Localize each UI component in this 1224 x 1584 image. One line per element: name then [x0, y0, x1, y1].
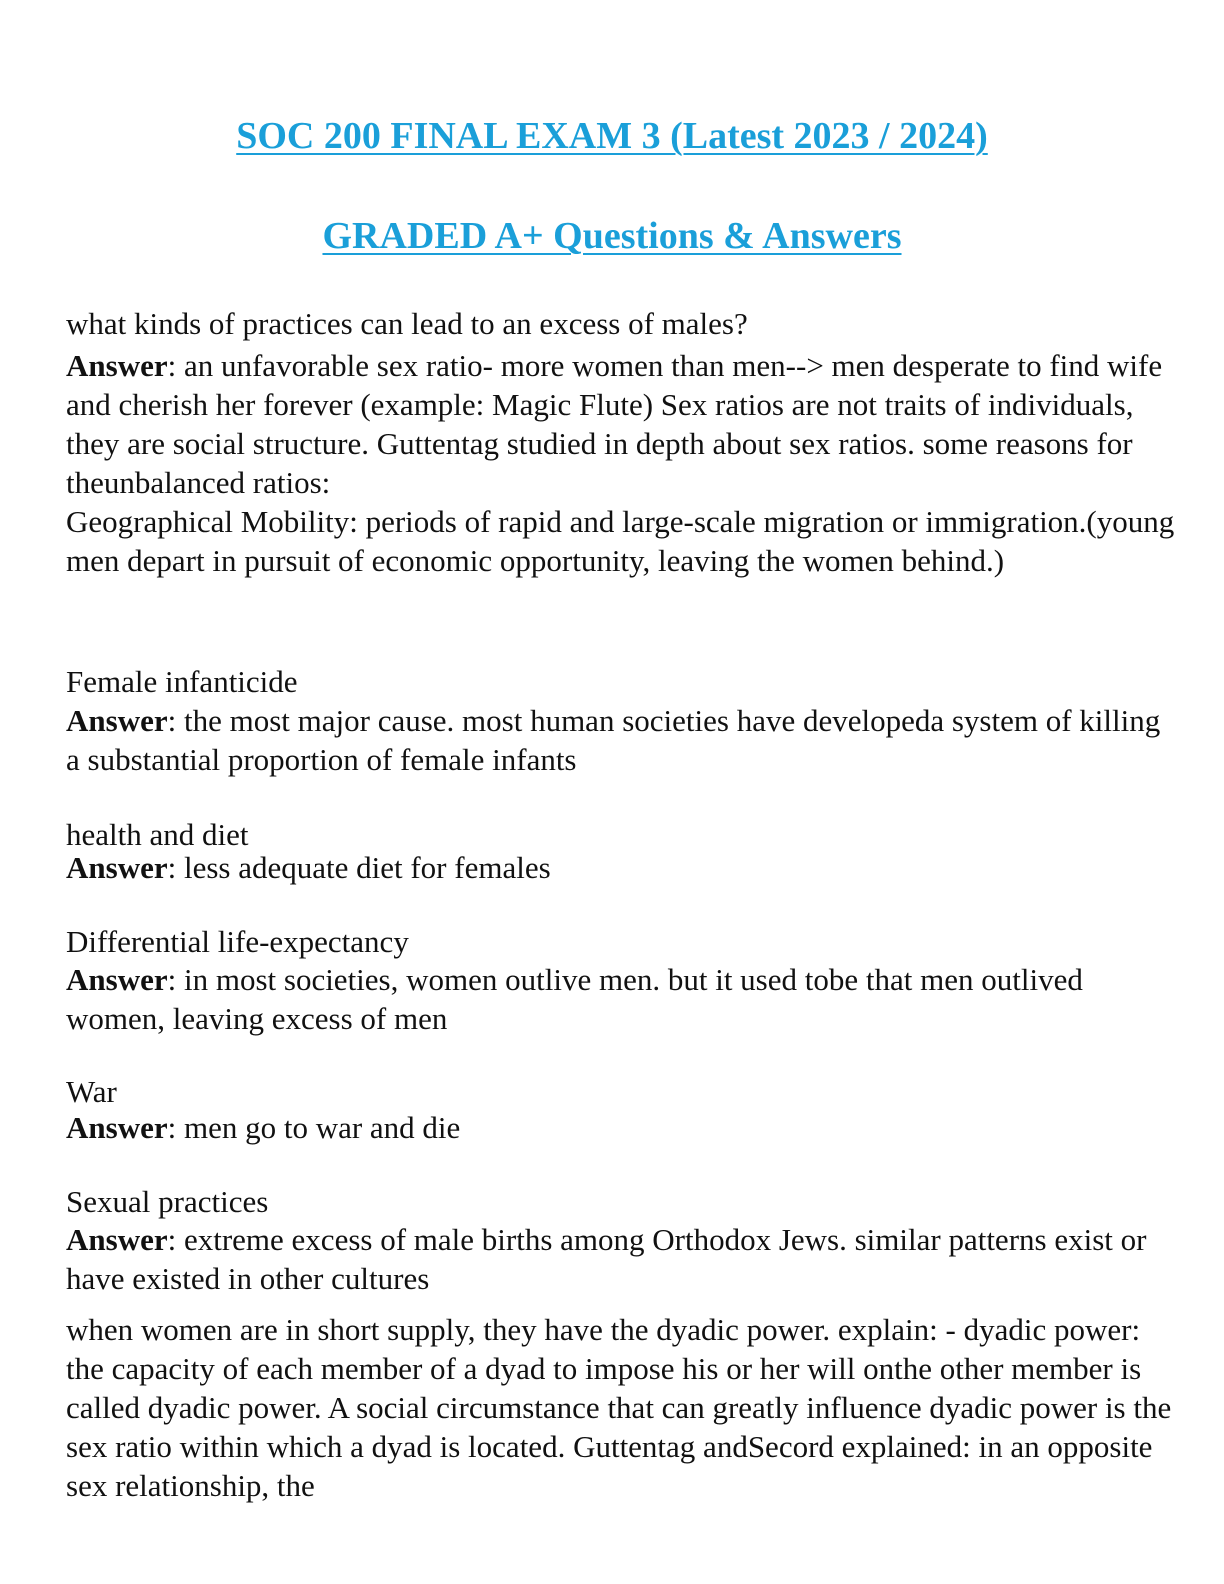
answer-label: Answer [66, 348, 168, 383]
answer-text-extra: Geographical Mobility: periods of rapid and large-scale migration or immigration.(young men depart in pursuit of economic opportunity, leaving the women behind.) [66, 504, 1175, 578]
answer-label: Answer [66, 1222, 168, 1257]
question-text: Sexual practices [66, 1184, 269, 1219]
answer-label: Answer [66, 1110, 168, 1145]
answer-block [66, 1108, 1181, 1147]
answer-label: Answer [66, 703, 168, 738]
answer-block [66, 346, 1181, 580]
answer-block [66, 701, 1181, 779]
answer-text: : the most major cause. most human societies have developeda system of killing a substantial proportion of female infants [66, 703, 1161, 777]
answer-label: Answer [66, 962, 168, 997]
answer-label: Answer [66, 850, 168, 885]
document-title: SOC 200 FINAL EXAM 3 (Latest 2023 / 2024) [236, 115, 988, 157]
question-text: War [66, 1074, 117, 1109]
answer-text: : in most societies, women outlive men. but it used tobe that men outlived women, leaving excess of men [66, 962, 1083, 1036]
answer-text: : an unfavorable sex ratio- more women than men--> men desperate to find wife and cherish her forever (example: Magic Flute) Sex ratios are not traits of individuals, they are social structure. Guttentag studied in depth about sex ratios. some reasons for theunbalanced ratios: [66, 348, 1163, 500]
answer-text: : extreme excess of male births among Orthodox Jews. similar patterns exist or have existed in other cultures [66, 1222, 1147, 1296]
answer-text: : less adequate diet for females [167, 850, 551, 885]
answer-block [66, 1220, 1181, 1298]
question-text: health and diet [66, 817, 249, 852]
question-text: what kinds of practices can lead to an excess of males? [66, 306, 748, 341]
question-text: Differential life-expectancy [66, 924, 409, 959]
question-text: when women are in short supply, they have the dyadic power. explain: - dyadic power: the capacity of each member of a dyad to impose his or her will onthe other member is called dyadic power. A social circumstance that can greatly influence dyadic power is the sex ratio within which a dyad is located. Guttentag andSecord explained: in an opposite sex relationship, the [66, 1312, 1172, 1503]
document-subtitle: GRADED A+ Questions & Answers [322, 215, 902, 257]
answer-block [66, 960, 1181, 1038]
question-text: Female infanticide [66, 664, 298, 699]
answer-block [66, 848, 1181, 887]
answer-text: : men go to war and die [167, 1110, 461, 1145]
